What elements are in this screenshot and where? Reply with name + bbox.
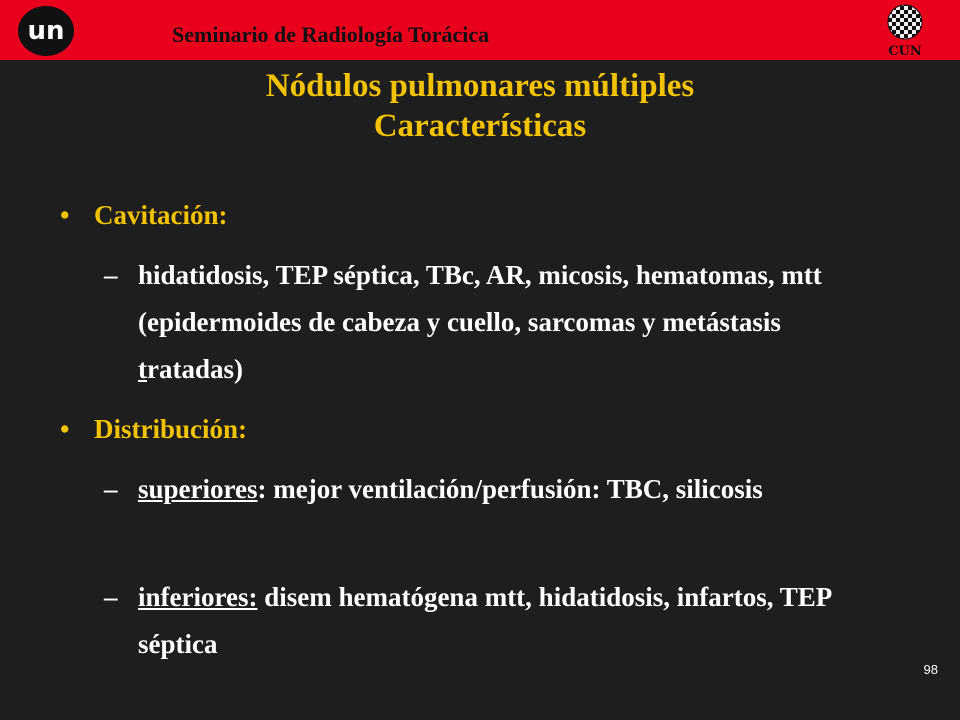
sub-item-text: inferiores: disem hematógena mtt, hidatidosis, infartos, TEP séptica	[138, 582, 831, 659]
slide-title	[0, 66, 960, 146]
slide-title-line1: Nódulos pulmonares múltiples	[265, 68, 695, 104]
bullet-label: Distribución:	[94, 414, 248, 444]
header-title: Seminario de Radiología Torácica	[172, 22, 490, 47]
un-logo-text: un	[27, 16, 65, 46]
bullet-label: Cavitación:	[94, 200, 228, 230]
sub-item-text: superiores: mejor ventilación/perfusión: TBC, silicosis	[138, 474, 763, 504]
header-bar	[0, 0, 960, 60]
dash-icon: –	[104, 260, 118, 290]
cun-logo	[872, 2, 938, 58]
sub-item-text: hidatidosis, TEP séptica, TBc, AR, micosis, hematomas, mtt (epidermoides de cabeza y cuello, sarcomas y metástasis tratadas)	[138, 260, 822, 384]
bullet-dot-icon: •	[60, 200, 70, 230]
sub-item-superiores	[104, 466, 854, 513]
dash-icon: –	[104, 474, 118, 504]
un-logo	[18, 6, 74, 56]
cun-logo-text: CUN	[888, 44, 922, 58]
page-number: 98	[923, 662, 938, 677]
dash-icon: –	[104, 582, 118, 612]
sub-item-inferiores	[104, 574, 854, 668]
bullet-distribucion	[60, 414, 247, 445]
slide-title-line2: Características	[373, 108, 587, 144]
bullet-cavitacion	[60, 200, 227, 231]
bullet-dot-icon: •	[60, 414, 70, 444]
sub-item-cavitacion	[104, 252, 854, 393]
